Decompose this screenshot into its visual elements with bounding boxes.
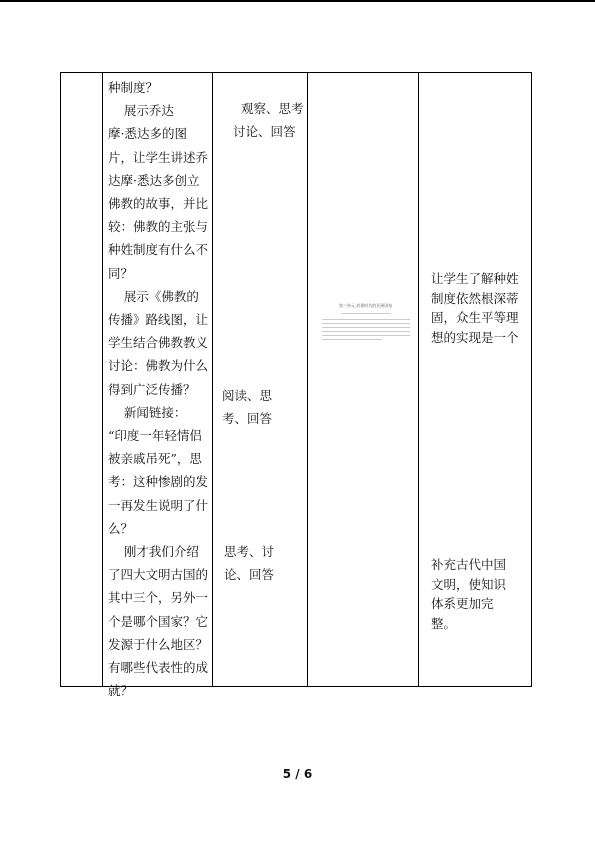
- teaching-process-line: 新闻链接：: [108, 404, 187, 420]
- teaching-process-line: 片，让学生讲述乔: [108, 149, 209, 165]
- teaching-process-line: 学生结合佛教教义: [108, 335, 209, 351]
- teaching-process-line: 种姓制度有什么不: [108, 242, 209, 258]
- teaching-process-line: 考：这种惨剧的发: [108, 474, 209, 490]
- teaching-process-line: 么？: [108, 520, 134, 536]
- teaching-process-line: 摩·悉达多的图: [108, 126, 187, 142]
- teaching-process-text: [108, 76, 208, 702]
- design-intent-caste: 让学生了解种姓 制度依然根深蒂 固，众生平等理 想的实现是一个: [431, 271, 519, 345]
- page-top-rule: [0, 0, 595, 2]
- column-divider: [212, 73, 213, 686]
- teaching-process-line: 传播》路线图，让: [108, 312, 209, 328]
- teaching-process-line: 种制度？: [108, 80, 159, 95]
- teaching-process-line: 个是哪个国家？它: [108, 613, 209, 629]
- teaching-process-line: 了四大文明古国的: [108, 567, 209, 583]
- teaching-process-line: 被亲戚吊死”，思: [108, 451, 202, 467]
- textbook-page-thumbnail: [319, 295, 413, 375]
- teaching-process-line: 展示乔达: [108, 103, 174, 119]
- design-intent-china: 补充古代中国 文明，使知识 体系更加完 整。: [431, 557, 507, 631]
- teaching-process-line: 得到广泛传播？: [108, 381, 196, 397]
- student-activity-observe: 观察、思考 讨论、回答: [233, 101, 304, 139]
- column-divider: [102, 73, 103, 686]
- column-divider: [418, 73, 419, 686]
- teaching-process-line: 达摩·悉达多创立: [108, 172, 200, 188]
- thumbnail-title: 第三单元 封建时代的亚洲国家: [339, 303, 393, 308]
- teaching-process-line: 讨论：佛教为什么: [108, 358, 209, 374]
- lesson-plan-table: [60, 72, 532, 699]
- teaching-process-line: “印度一年轻情侣: [108, 428, 202, 444]
- column-divider: [307, 73, 308, 686]
- design-intent-clip: [431, 269, 533, 345]
- teaching-process-line: 就？: [108, 683, 134, 699]
- student-activity-discuss: 思考、讨 论、回答: [224, 544, 275, 582]
- teaching-process-line: 其中三个，另外一: [108, 590, 209, 606]
- teaching-process-line: 刚才我们介绍: [108, 544, 199, 560]
- teaching-process-line: 佛教的故事，并比: [108, 196, 209, 212]
- teaching-process-line: 较：佛教的主张与: [108, 219, 209, 235]
- teaching-process-line: 有哪些代表性的成: [108, 660, 209, 676]
- student-activity-read: 阅读、思 考、回答: [222, 388, 273, 426]
- teaching-process-line: 一再发生说明了什: [108, 497, 209, 513]
- teaching-process-line: 展示《佛教的: [108, 288, 199, 304]
- teaching-process-line: 同？: [108, 265, 134, 281]
- teaching-process-line: 发源于什么地区？: [108, 636, 209, 652]
- page-number: 5 / 6: [282, 767, 313, 781]
